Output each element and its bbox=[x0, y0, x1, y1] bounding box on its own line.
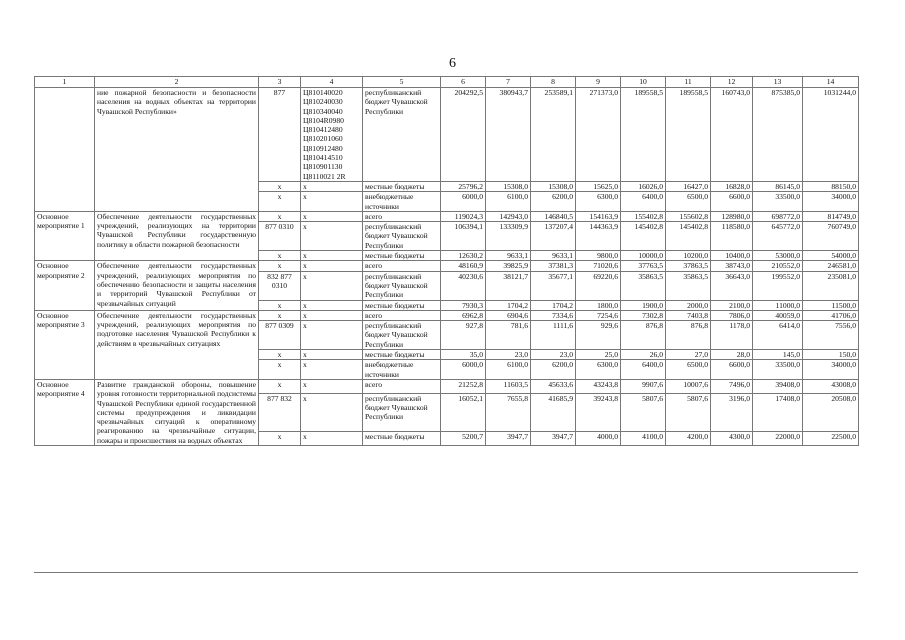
value-cell: 1704,2 bbox=[486, 300, 531, 310]
page-number: 6 bbox=[449, 56, 456, 71]
value-cell: 2100,0 bbox=[711, 300, 753, 310]
value-cell: 9907,6 bbox=[621, 379, 666, 393]
value-cell: 189558,5 bbox=[621, 88, 666, 182]
value-cell: 35863,5 bbox=[621, 271, 666, 300]
admin-code-cell: 877 832 bbox=[259, 393, 301, 432]
admin-code-cell: x bbox=[259, 261, 301, 271]
source-cell: местные бюджеты bbox=[363, 181, 441, 191]
target-article-cell: x bbox=[301, 350, 363, 360]
source-cell: республиканский бюджет Чувашской Республики bbox=[363, 321, 441, 350]
source-cell: внебюджетные источники bbox=[363, 192, 441, 212]
value-cell: 15308,0 bbox=[531, 181, 576, 191]
value-cell: 10007,6 bbox=[666, 379, 711, 393]
header-row bbox=[35, 77, 859, 88]
value-cell: 35677,1 bbox=[531, 271, 576, 300]
value-cell: 69220,6 bbox=[576, 271, 621, 300]
value-cell: 15625,0 bbox=[576, 181, 621, 191]
source-cell: республиканский бюджет Чувашской Республики bbox=[363, 271, 441, 300]
target-article-cell: x bbox=[301, 251, 363, 261]
value-cell: 37763,5 bbox=[621, 261, 666, 271]
value-cell: 6300,0 bbox=[576, 360, 621, 380]
value-cell: 4000,0 bbox=[576, 432, 621, 446]
description-cell: Обеспечение деятельности государственных учреждений, реализующих мероприятия по подготовке населения Чувашской Республики к действиям в чрезвычайных ситуациях bbox=[95, 310, 259, 379]
value-cell: 3196,0 bbox=[711, 393, 753, 432]
value-cell: 23,0 bbox=[486, 350, 531, 360]
target-article-cell: Ц810140020 Ц810240030 Ц810340040 Ц8104R0980 Ц810412480 Ц810201060 Ц810912480 Ц810414510 Ц810901130 Ц8110021 2R bbox=[301, 88, 363, 182]
value-cell: 37381,3 bbox=[531, 261, 576, 271]
column-header: 3 bbox=[259, 77, 301, 88]
admin-code-cell: x bbox=[259, 181, 301, 191]
value-cell: 7302,8 bbox=[621, 310, 666, 320]
column-header: 14 bbox=[803, 77, 859, 88]
column-header: 2 bbox=[95, 77, 259, 88]
value-cell: 15308,0 bbox=[486, 181, 531, 191]
description-cell: Обеспечение деятельности государственных учреждений, реализующих на территории Чувашской Республики государственную политику в области пожарной безопасности bbox=[95, 211, 259, 260]
target-article-cell: x bbox=[301, 432, 363, 446]
value-cell: 1111,6 bbox=[531, 321, 576, 350]
value-cell: 38121,7 bbox=[486, 271, 531, 300]
value-cell: 11603,5 bbox=[486, 379, 531, 393]
value-cell: 6500,0 bbox=[666, 360, 711, 380]
value-cell: 43008,0 bbox=[803, 379, 859, 393]
value-cell: 23,0 bbox=[531, 350, 576, 360]
value-cell: 16026,0 bbox=[621, 181, 666, 191]
value-cell: 1178,0 bbox=[711, 321, 753, 350]
source-cell: внебюджетные источники bbox=[363, 360, 441, 380]
value-cell: 34000,0 bbox=[803, 192, 859, 212]
value-cell: 380943,7 bbox=[486, 88, 531, 182]
value-cell: 35,0 bbox=[441, 350, 486, 360]
value-cell: 7254,6 bbox=[576, 310, 621, 320]
value-cell: 6200,0 bbox=[531, 360, 576, 380]
value-cell: 1704,2 bbox=[531, 300, 576, 310]
value-cell: 6000,0 bbox=[441, 192, 486, 212]
value-cell: 22500,0 bbox=[803, 432, 859, 446]
admin-code-cell: x bbox=[259, 360, 301, 380]
value-cell: 33500,0 bbox=[753, 192, 803, 212]
value-cell: 875385,0 bbox=[753, 88, 803, 182]
value-cell: 12630,2 bbox=[441, 251, 486, 261]
value-cell: 16427,0 bbox=[666, 181, 711, 191]
target-article-cell: x bbox=[301, 379, 363, 393]
target-article-cell: x bbox=[301, 211, 363, 221]
value-cell: 6904,6 bbox=[486, 310, 531, 320]
value-cell: 7556,0 bbox=[803, 321, 859, 350]
value-cell: 10000,0 bbox=[621, 251, 666, 261]
value-cell: 155402,8 bbox=[621, 211, 666, 221]
column-header: 1 bbox=[35, 77, 95, 88]
value-cell: 6400,0 bbox=[621, 360, 666, 380]
value-cell: 28,0 bbox=[711, 350, 753, 360]
value-cell: 7334,6 bbox=[531, 310, 576, 320]
admin-code-cell: 832 877 0310 bbox=[259, 271, 301, 300]
column-header: 6 bbox=[441, 77, 486, 88]
target-article-cell: x bbox=[301, 393, 363, 432]
value-cell: 929,6 bbox=[576, 321, 621, 350]
source-cell: всего bbox=[363, 211, 441, 221]
value-cell: 154163,9 bbox=[576, 211, 621, 221]
value-cell: 40059,0 bbox=[753, 310, 803, 320]
value-cell: 4300,0 bbox=[711, 432, 753, 446]
value-cell: 10200,0 bbox=[666, 251, 711, 261]
value-cell: 6414,0 bbox=[753, 321, 803, 350]
value-cell: 814749,0 bbox=[803, 211, 859, 221]
value-cell: 781,6 bbox=[486, 321, 531, 350]
table-row bbox=[35, 261, 859, 271]
value-cell: 876,8 bbox=[666, 321, 711, 350]
target-article-cell: x bbox=[301, 321, 363, 350]
value-cell: 9633,1 bbox=[531, 251, 576, 261]
value-cell: 16052,1 bbox=[441, 393, 486, 432]
value-cell: 128980,0 bbox=[711, 211, 753, 221]
source-cell: республиканский бюджет Чувашской Республики bbox=[363, 88, 441, 182]
value-cell: 1900,0 bbox=[621, 300, 666, 310]
table-row bbox=[35, 310, 859, 320]
value-cell: 36643,0 bbox=[711, 271, 753, 300]
value-cell: 6962,8 bbox=[441, 310, 486, 320]
value-cell: 235081,0 bbox=[803, 271, 859, 300]
value-cell: 54000,0 bbox=[803, 251, 859, 261]
value-cell: 6600,0 bbox=[711, 360, 753, 380]
measure-cell: Основное мероприятие 4 bbox=[35, 379, 95, 445]
value-cell: 39243,8 bbox=[576, 393, 621, 432]
value-cell: 760749,0 bbox=[803, 222, 859, 251]
target-article-cell: x bbox=[301, 222, 363, 251]
value-cell: 189558,5 bbox=[666, 88, 711, 182]
value-cell: 6100,0 bbox=[486, 360, 531, 380]
value-cell: 71020,6 bbox=[576, 261, 621, 271]
admin-code-cell: x bbox=[259, 251, 301, 261]
value-cell: 145,0 bbox=[753, 350, 803, 360]
value-cell: 876,8 bbox=[621, 321, 666, 350]
value-cell: 144363,9 bbox=[576, 222, 621, 251]
source-cell: республиканский бюджет Чувашской Республики bbox=[363, 222, 441, 251]
value-cell: 645772,0 bbox=[753, 222, 803, 251]
source-cell: всего bbox=[363, 261, 441, 271]
value-cell: 160743,0 bbox=[711, 88, 753, 182]
value-cell: 25796,2 bbox=[441, 181, 486, 191]
source-cell: республиканский бюджет Чувашской Республики bbox=[363, 393, 441, 432]
column-header: 4 bbox=[301, 77, 363, 88]
value-cell: 37863,5 bbox=[666, 261, 711, 271]
column-header: 9 bbox=[576, 77, 621, 88]
value-cell: 106394,1 bbox=[441, 222, 486, 251]
admin-code-cell: x bbox=[259, 310, 301, 320]
value-cell: 3947,7 bbox=[486, 432, 531, 446]
value-cell: 7403,8 bbox=[666, 310, 711, 320]
value-cell: 34000,0 bbox=[803, 360, 859, 380]
description-cell: Развитие гражданской обороны, повышение уровня готовности территориальной подсистемы Чувашской Республики единой государственной системы предупреждения и ликвидации чрезвычайных ситуаций к оперативному реагированию на чрезвычайные ситуации, пожары и происшествия на водных объектах bbox=[95, 379, 259, 445]
value-cell: 118580,0 bbox=[711, 222, 753, 251]
value-cell: 137207,4 bbox=[531, 222, 576, 251]
measure-cell: Основное мероприятие 1 bbox=[35, 211, 95, 260]
target-article-cell: x bbox=[301, 261, 363, 271]
value-cell: 22000,0 bbox=[753, 432, 803, 446]
value-cell: 39825,9 bbox=[486, 261, 531, 271]
target-article-cell: x bbox=[301, 310, 363, 320]
value-cell: 1800,0 bbox=[576, 300, 621, 310]
value-cell: 145402,8 bbox=[666, 222, 711, 251]
admin-code-cell: x bbox=[259, 192, 301, 212]
value-cell: 11000,0 bbox=[753, 300, 803, 310]
value-cell: 41706,0 bbox=[803, 310, 859, 320]
value-cell: 88150,0 bbox=[803, 181, 859, 191]
admin-code-cell: 877 0310 bbox=[259, 222, 301, 251]
table-row bbox=[35, 88, 859, 182]
value-cell: 5807,6 bbox=[621, 393, 666, 432]
admin-code-cell: x bbox=[259, 379, 301, 393]
value-cell: 86145,0 bbox=[753, 181, 803, 191]
table-row bbox=[35, 379, 859, 393]
measure-cell bbox=[35, 88, 95, 212]
table-bottom-rule bbox=[34, 572, 858, 573]
value-cell: 4200,0 bbox=[666, 432, 711, 446]
source-cell: всего bbox=[363, 310, 441, 320]
value-cell: 26,0 bbox=[621, 350, 666, 360]
description-cell: ние пожарной безопасности и безопасности населения на водных объектах на территории Чувашской Республики» bbox=[95, 88, 259, 212]
value-cell: 246581,0 bbox=[803, 261, 859, 271]
value-cell: 7806,0 bbox=[711, 310, 753, 320]
value-cell: 10400,0 bbox=[711, 251, 753, 261]
source-cell: всего bbox=[363, 379, 441, 393]
value-cell: 271373,0 bbox=[576, 88, 621, 182]
target-article-cell: x bbox=[301, 360, 363, 380]
value-cell: 253589,1 bbox=[531, 88, 576, 182]
value-cell: 41685,9 bbox=[531, 393, 576, 432]
value-cell: 39408,0 bbox=[753, 379, 803, 393]
value-cell: 27,0 bbox=[666, 350, 711, 360]
value-cell: 1031244,0 bbox=[803, 88, 859, 182]
value-cell: 11500,0 bbox=[803, 300, 859, 310]
value-cell: 6000,0 bbox=[441, 360, 486, 380]
value-cell: 4100,0 bbox=[621, 432, 666, 446]
column-header: 8 bbox=[531, 77, 576, 88]
admin-code-cell: x bbox=[259, 300, 301, 310]
value-cell: 145402,8 bbox=[621, 222, 666, 251]
value-cell: 698772,0 bbox=[753, 211, 803, 221]
value-cell: 43243,8 bbox=[576, 379, 621, 393]
admin-code-cell: x bbox=[259, 211, 301, 221]
value-cell: 6300,0 bbox=[576, 192, 621, 212]
measure-cell: Основное мероприятие 2 bbox=[35, 261, 95, 310]
value-cell: 7655,8 bbox=[486, 393, 531, 432]
column-header: 11 bbox=[666, 77, 711, 88]
column-header: 5 bbox=[363, 77, 441, 88]
table-row bbox=[35, 211, 859, 221]
admin-code-cell: 877 bbox=[259, 88, 301, 182]
value-cell: 3947,7 bbox=[531, 432, 576, 446]
value-cell: 35863,5 bbox=[666, 271, 711, 300]
value-cell: 16828,0 bbox=[711, 181, 753, 191]
value-cell: 25,0 bbox=[576, 350, 621, 360]
source-cell: местные бюджеты bbox=[363, 251, 441, 261]
value-cell: 146840,5 bbox=[531, 211, 576, 221]
target-article-cell: x bbox=[301, 271, 363, 300]
source-cell: местные бюджеты bbox=[363, 432, 441, 446]
value-cell: 119024,3 bbox=[441, 211, 486, 221]
value-cell: 6100,0 bbox=[486, 192, 531, 212]
value-cell: 48160,9 bbox=[441, 261, 486, 271]
target-article-cell: x bbox=[301, 181, 363, 191]
value-cell: 45633,6 bbox=[531, 379, 576, 393]
value-cell: 53000,0 bbox=[753, 251, 803, 261]
column-header: 13 bbox=[753, 77, 803, 88]
admin-code-cell: x bbox=[259, 432, 301, 446]
value-cell: 2000,0 bbox=[666, 300, 711, 310]
value-cell: 155602,8 bbox=[666, 211, 711, 221]
value-cell: 204292,5 bbox=[441, 88, 486, 182]
target-article-cell: x bbox=[301, 300, 363, 310]
value-cell: 150,0 bbox=[803, 350, 859, 360]
value-cell: 5807,6 bbox=[666, 393, 711, 432]
value-cell: 927,8 bbox=[441, 321, 486, 350]
value-cell: 7930,3 bbox=[441, 300, 486, 310]
admin-code-cell: x bbox=[259, 350, 301, 360]
value-cell: 33500,0 bbox=[753, 360, 803, 380]
value-cell: 6400,0 bbox=[621, 192, 666, 212]
value-cell: 210552,0 bbox=[753, 261, 803, 271]
value-cell: 38743,0 bbox=[711, 261, 753, 271]
value-cell: 6200,0 bbox=[531, 192, 576, 212]
value-cell: 9633,1 bbox=[486, 251, 531, 261]
value-cell: 9800,0 bbox=[576, 251, 621, 261]
source-cell: местные бюджеты bbox=[363, 300, 441, 310]
column-header: 7 bbox=[486, 77, 531, 88]
value-cell: 20508,0 bbox=[803, 393, 859, 432]
source-cell: местные бюджеты bbox=[363, 350, 441, 360]
budget-table bbox=[34, 76, 859, 446]
column-header: 12 bbox=[711, 77, 753, 88]
value-cell: 17408,0 bbox=[753, 393, 803, 432]
value-cell: 6500,0 bbox=[666, 192, 711, 212]
target-article-cell: x bbox=[301, 192, 363, 212]
value-cell: 21252,8 bbox=[441, 379, 486, 393]
value-cell: 40230,6 bbox=[441, 271, 486, 300]
admin-code-cell: 877 0309 bbox=[259, 321, 301, 350]
value-cell: 133309,9 bbox=[486, 222, 531, 251]
value-cell: 199552,0 bbox=[753, 271, 803, 300]
description-cell: Обеспечение деятельности государственных учреждений, реализующих мероприятия по обеспечению безопасности и защиты населения и территорий Чувашской Республики от чрезвычайных ситуаций bbox=[95, 261, 259, 310]
column-header: 10 bbox=[621, 77, 666, 88]
value-cell: 142943,0 bbox=[486, 211, 531, 221]
measure-cell: Основное мероприятие 3 bbox=[35, 310, 95, 379]
value-cell: 6600,0 bbox=[711, 192, 753, 212]
value-cell: 5200,7 bbox=[441, 432, 486, 446]
value-cell: 7496,0 bbox=[711, 379, 753, 393]
